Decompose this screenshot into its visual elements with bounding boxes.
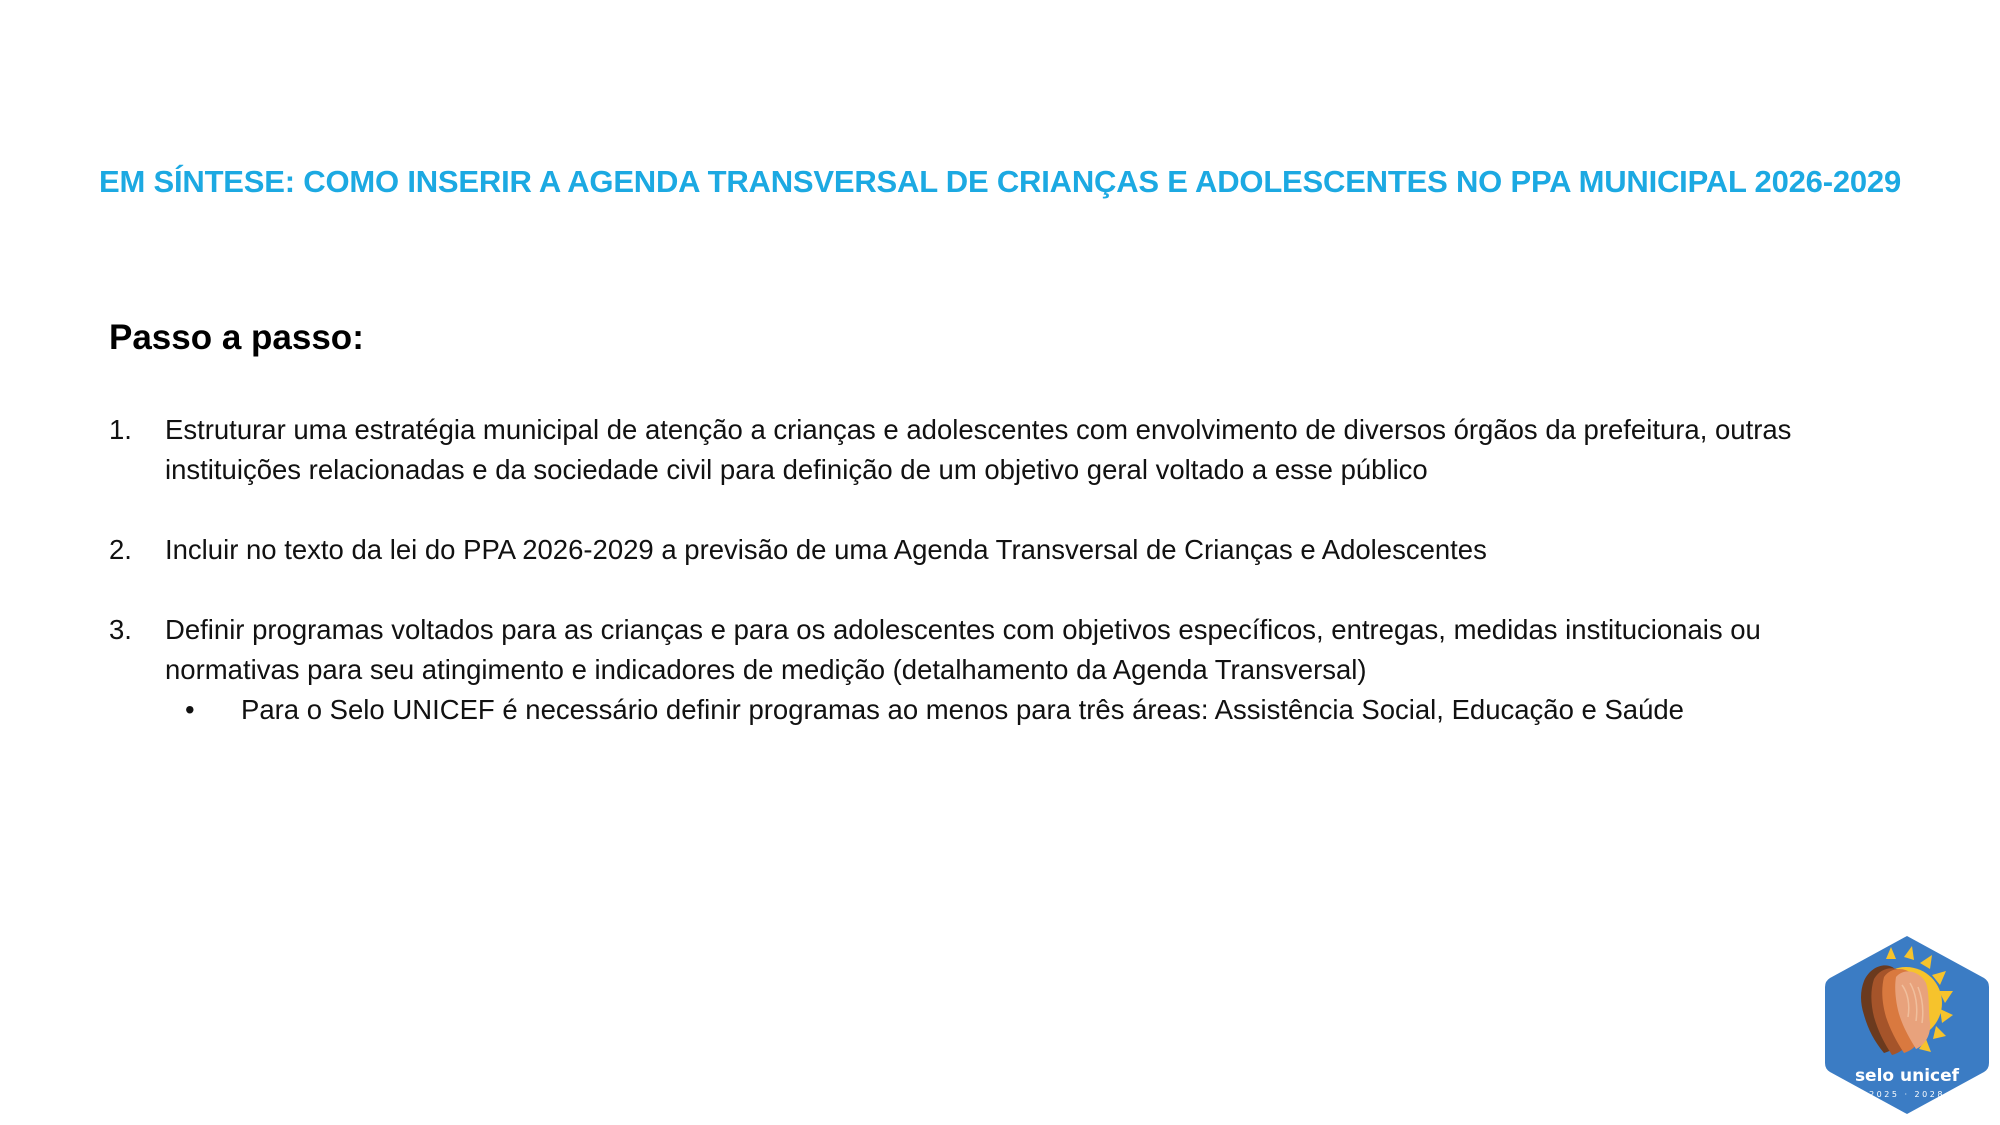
sub-list-item — [165, 690, 1889, 730]
selo-unicef-logo — [1824, 933, 1990, 1117]
step-item — [109, 610, 1889, 730]
logo-years-text: 2025 · 2028 — [1869, 1090, 1945, 1099]
bullet-icon: • — [185, 694, 195, 725]
step-item — [109, 410, 1889, 490]
steps-list — [109, 410, 1889, 770]
selo-unicef-badge-icon — [1824, 933, 1990, 1117]
step-number: 2. — [109, 534, 132, 565]
step-number: 3. — [109, 614, 132, 645]
section-heading: Passo a passo: — [109, 318, 364, 357]
step-text: Incluir no texto da lei do PPA 2026-2029 a previsão de uma Agenda Transversal de Crianças e Adolescentes — [165, 534, 1487, 565]
logo-brand-text: selo unicef — [1854, 1066, 1960, 1086]
step-item — [109, 530, 1889, 570]
sub-list — [165, 690, 1889, 730]
sub-item-text: Para o Selo UNICEF é necessário definir programas ao menos para três áreas: Assistência Social, Educação e Saúde — [241, 694, 1684, 725]
step-text: Definir programas voltados para as crianças e para os adolescentes com objetivos específicos, entregas, medidas institucionais ou normativas para seu atingimento e indicadores de medição (detalhamento da Agenda Transversal) — [165, 614, 1761, 685]
step-number: 1. — [109, 414, 132, 445]
slide-title: EM SÍNTESE: COMO INSERIR A AGENDA TRANSVERSAL DE CRIANÇAS E ADOLESCENTES NO PPA MUNICIPAL 2026-2029 — [98, 164, 1901, 199]
step-text: Estruturar uma estratégia municipal de atenção a crianças e adolescentes com envolvimento de diversos órgãos da prefeitura, outras instituições relacionadas e da sociedade civil para definição de um objetivo geral voltado a esse público — [165, 414, 1792, 485]
